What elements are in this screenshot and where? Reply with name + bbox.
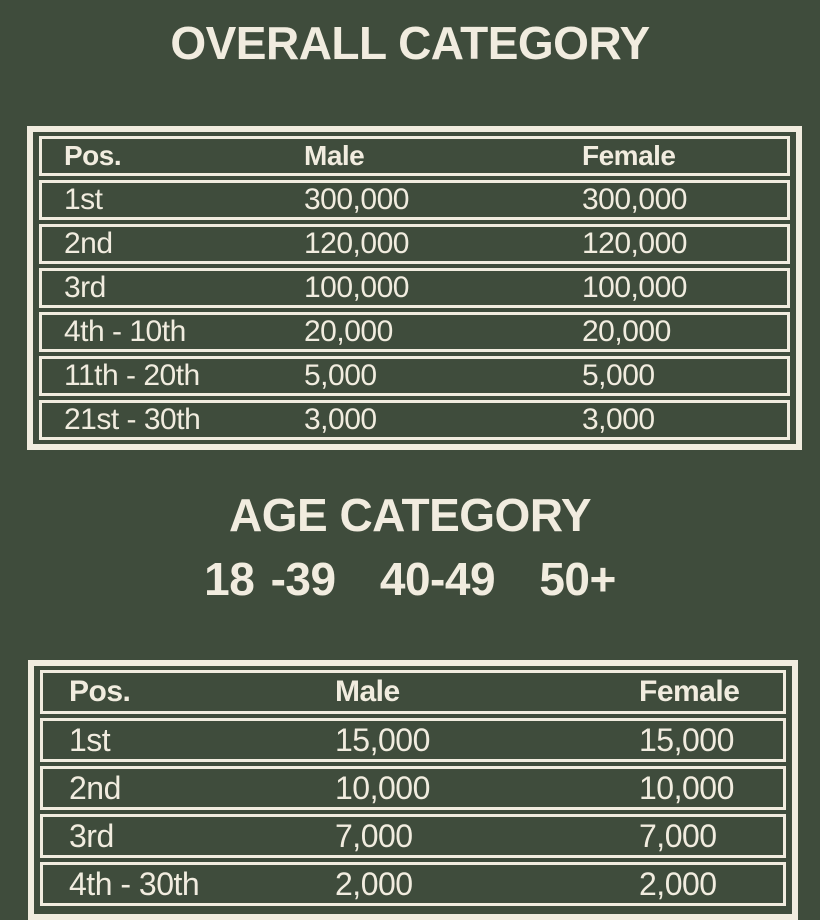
- age-group: 40-49: [379, 553, 496, 605]
- cell-female: 5,000: [582, 359, 655, 392]
- cell-female: 120,000: [582, 227, 687, 260]
- cell-female: 300,000: [582, 183, 687, 216]
- cell-pos: 11th - 20th: [64, 359, 200, 392]
- cell-pos: 2nd: [64, 227, 113, 260]
- cell-pos: 4th - 30th: [69, 865, 200, 902]
- cell-male: 5,000: [304, 359, 377, 392]
- cell-pos: 1st: [64, 183, 103, 216]
- table-row: [40, 718, 786, 762]
- age-groups: [0, 552, 820, 606]
- age-prize-table: [28, 660, 798, 920]
- cell-pos: 21st - 30th: [64, 403, 201, 436]
- age-group: 18 -39: [204, 553, 336, 605]
- table-row: [39, 312, 790, 352]
- cell-female: 20,000: [582, 315, 671, 348]
- cell-male: 10,000: [335, 769, 430, 806]
- cell-male: 20,000: [304, 315, 393, 348]
- header-pos: Pos.: [64, 140, 122, 171]
- cell-female: 100,000: [582, 271, 687, 304]
- header-male: Male: [335, 675, 400, 708]
- cell-female: 3,000: [582, 403, 655, 436]
- cell-male: 2,000: [335, 865, 413, 902]
- header-male: Male: [304, 140, 365, 171]
- header-female: Female: [582, 140, 676, 171]
- cell-female: 10,000: [639, 769, 734, 806]
- cell-male: 120,000: [304, 227, 409, 260]
- cell-pos: 1st: [69, 721, 111, 758]
- header-female: Female: [639, 675, 740, 708]
- cell-pos: 3rd: [64, 271, 106, 304]
- cell-pos: 3rd: [69, 817, 114, 854]
- age-category-title: AGE CATEGORY: [228, 489, 592, 541]
- table-row: [39, 356, 790, 396]
- table-header-row: [39, 136, 790, 176]
- cell-male: 100,000: [304, 271, 409, 304]
- table-row: [40, 766, 786, 810]
- cell-female: 2,000: [639, 865, 717, 902]
- table-row: [39, 224, 790, 264]
- age-group: 50+: [539, 553, 616, 605]
- table-row: [40, 814, 786, 858]
- cell-female: 7,000: [639, 817, 717, 854]
- cell-pos: 4th - 10th: [64, 315, 186, 348]
- overall-category-title: OVERALL CATEGORY: [170, 17, 650, 69]
- cell-pos: 2nd: [69, 769, 121, 806]
- cell-male: 3,000: [304, 403, 377, 436]
- table-row: [39, 268, 790, 308]
- table-row: [40, 862, 786, 906]
- overall-prize-table: [27, 126, 802, 450]
- cell-male: 15,000: [335, 721, 430, 758]
- table-header-row: [40, 670, 786, 714]
- cell-female: 15,000: [639, 721, 734, 758]
- table-row: [39, 400, 790, 440]
- cell-male: 300,000: [304, 183, 409, 216]
- table-row: [39, 180, 790, 220]
- header-pos: Pos.: [69, 675, 131, 708]
- cell-male: 7,000: [335, 817, 413, 854]
